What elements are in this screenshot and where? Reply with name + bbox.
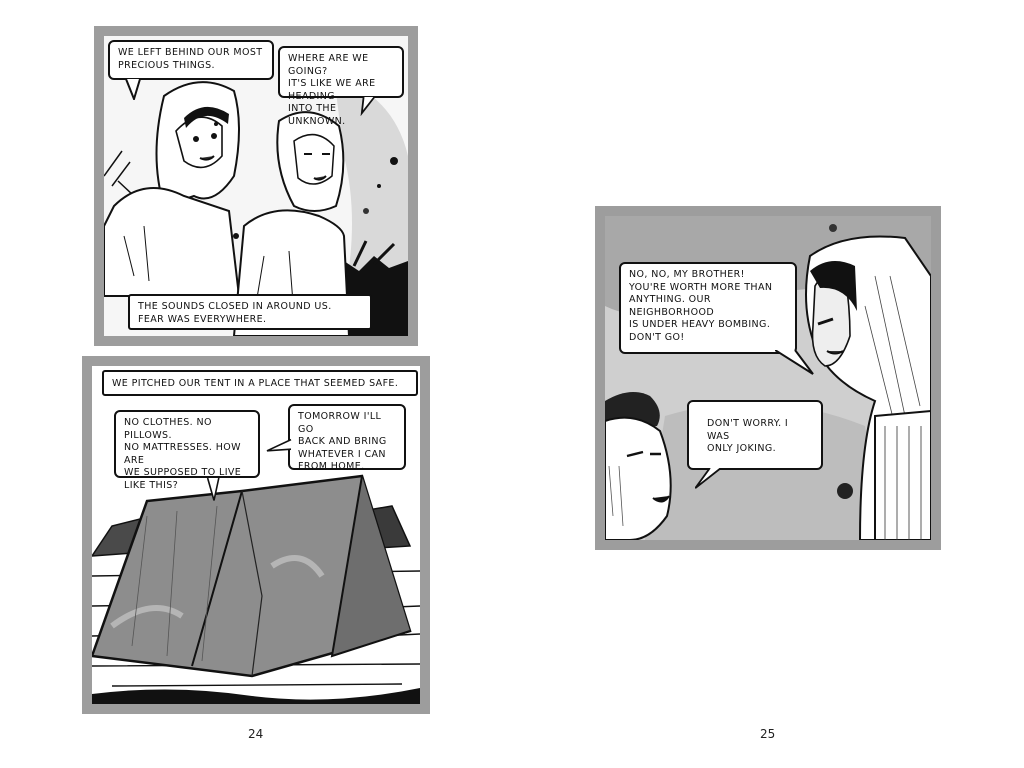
panel-tent	[82, 356, 430, 714]
speech-bubble-precious-things: WE LEFT BEHIND OUR MOST PRECIOUS THINGS.	[108, 40, 274, 80]
panel-women-walking	[94, 26, 418, 346]
panel-tent-art	[92, 366, 420, 704]
panel-brother-art	[605, 216, 931, 540]
speech-bubble-my-brother: NO, NO, MY BROTHER! YOU'RE WORTH MORE THAN ANYTHING. OUR NEIGHBORHOOD IS UNDER HEAVY BOMBING. DON'T GO!	[619, 262, 797, 354]
speech-bubble-no-clothes: NO CLOTHES. NO PILLOWS. NO MATTRESSES. HOW ARE WE SUPPOSED TO LIVE LIKE THIS?	[114, 410, 260, 478]
panel-brother	[595, 206, 941, 550]
caption-pitched-tent: WE PITCHED OUR TENT IN A PLACE THAT SEEMED SAFE.	[102, 370, 418, 396]
caption-sounds-closed: THE SOUNDS CLOSED IN AROUND US. FEAR WAS EVERYWHERE.	[128, 294, 372, 330]
speech-bubble-tomorrow: TOMORROW I'LL GO BACK AND BRING WHATEVER I CAN FROM HOME.	[288, 404, 406, 470]
speech-tail	[266, 438, 292, 454]
page-number-left: 24	[248, 727, 264, 741]
speech-tail	[124, 78, 144, 100]
speech-tail	[206, 476, 222, 504]
right-page	[512, 0, 1024, 768]
panel-women-walking-art	[104, 36, 408, 336]
speech-bubble-where-going: WHERE ARE WE GOING? IT'S LIKE WE ARE HEADING INTO THE UNKNOWN.	[278, 46, 404, 98]
speech-tail	[695, 468, 723, 490]
speech-tail	[775, 350, 815, 376]
page-number-right: 25	[760, 727, 776, 741]
speech-tail	[360, 96, 378, 116]
speech-bubble-dont-worry: DON'T WORRY. I WAS ONLY JOKING.	[687, 400, 823, 470]
